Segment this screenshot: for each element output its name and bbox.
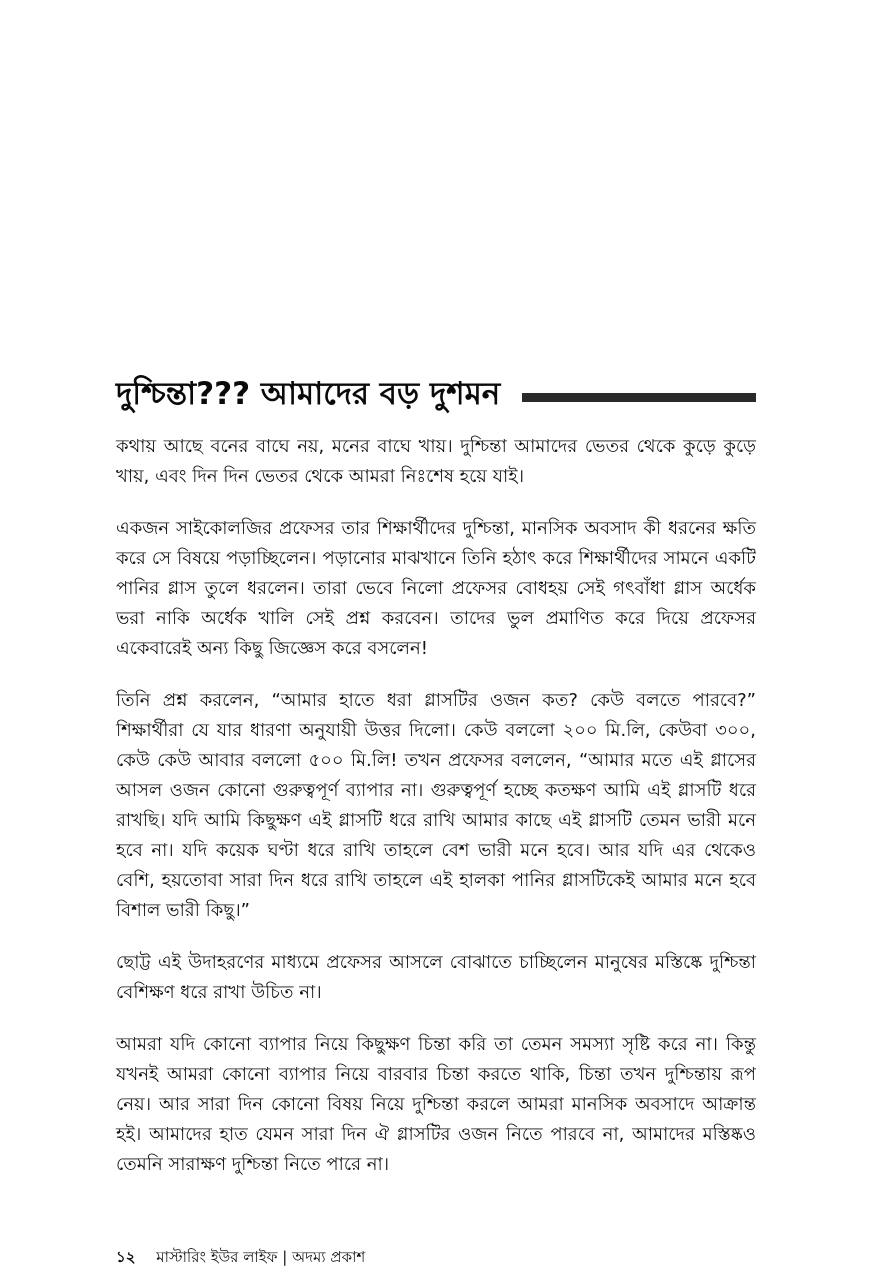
- paragraph: একজন সাইকোলজির প্রফেসর তার শিক্ষার্থীদের দুশ্চিন্তা, মানসিক অবসাদ কী ধরনের ক্ষতি করে সে বিষয়ে পড়াচ্ছিলেন। পড়ানোর মাঝখানে তিনি হঠাৎ করে শিক্ষার্থীদের সামনে একটি পানির গ্লাস তুলে ধরলেন। তারা ভেবে নিলো প্রফেসর বোধহয় সেই গৎবাঁধা গ্লাস অর্ধেক ভরা নাকি অর্ধেক খালি সেই প্রশ্ন করবেন। তাদের ভুল প্রমাণিত করে দিয়ে প্রফেসর একেবারেই অন্য কিছু জিজ্ঞেস করে বসলেন!: [116, 518, 756, 659]
- page-footer: [116, 1246, 365, 1268]
- title-rule-divider: [522, 393, 756, 402]
- paragraph: আমরা যদি কোনো ব্যাপার নিয়ে কিছুক্ষণ চিন্তা করি তা তেমন সমস্যা সৃষ্টি করে না। কিন্তু যখনই আমরা কোনো ব্যাপার নিয়ে বারবার চিন্তা করতে থাকি, চিন্তা তখন দুশ্চিন্তায় রূপ নেয়। আর সারা দিন কোনো বিষয় নিয়ে দুশ্চিন্তা করলে আমরা মানসিক অবসাদে আক্রান্ত হই। আমাদের হাত যেমন সারা দিন ঐ গ্লাসটির ওজন নিতে পারবে না, আমাদের মস্তিষ্কও তেমনি সারাক্ষণ দুশ্চিন্তা নিতে পারে না।: [116, 1034, 756, 1175]
- running-title: মাস্টারিং ইউর লাইফ | অদম্য প্রকাশ: [156, 1248, 366, 1266]
- paragraph: ছোট্ট এই উদাহরণের মাধ্যমে প্রফেসর আসলে বোঝাতে চাচ্ছিলেন মানুষের মস্তিষ্কে দুশ্চিন্তা বেশিক্ষণ ধরে রাখা উচিত না।: [116, 952, 756, 1003]
- paragraph: কথায় আছে বনের বাঘে নয়, মনের বাঘে খায়। দুশ্চিন্তা আমাদের ভেতর থেকে কুড়ে কুড়ে খায়, এবং দিন দিন ভেতর থেকে আমরা নিঃশেষ হয়ে যাই।: [116, 436, 756, 487]
- page-number: ১২: [116, 1248, 136, 1266]
- paragraph: তিনি প্রশ্ন করলেন, “আমার হাতে ধরা গ্লাসটির ওজন কত? কেউ বলতে পারবে?” শিক্ষার্থীরা যে যার ধারণা অনুযায়ী উত্তর দিলো। কেউ বললো ২০০ মি.লি, কেউবা ৩০০, কেউ কেউ আবার বললো ৫০০ মি.লি! তখন প্রফেসর বললেন, “আমার মতে এই গ্লাসের আসল ওজন কোনো গুরুত্বপূর্ণ ব্যাপার না। গুরুত্বপূর্ণ হচ্ছে কতক্ষণ আমি এই গ্লাসটি ধরে রাখছি। যদি আমি কিছুক্ষণ এই গ্লাসটি ধরে রাখি আমার কাছে এই গ্লাসটি তেমন ভারী মনে হবে না। যদি কয়েক ঘণ্টা ধরে রাখি তাহলে বেশ ভারী মনে হবে। আর যদি এর থেকেও বেশি, হয়তোবা সারা দিন ধরে রাখি তাহলে এই হালকা পানির গ্লাসটিকেই আমার মনে হবে বিশাল ভারী কিছু।”: [116, 690, 756, 921]
- section-title: দুশ্চিন্তা??? আমাদের বড় দুশমন: [116, 376, 501, 412]
- body-text: [116, 432, 756, 1202]
- section-heading: [116, 368, 756, 420]
